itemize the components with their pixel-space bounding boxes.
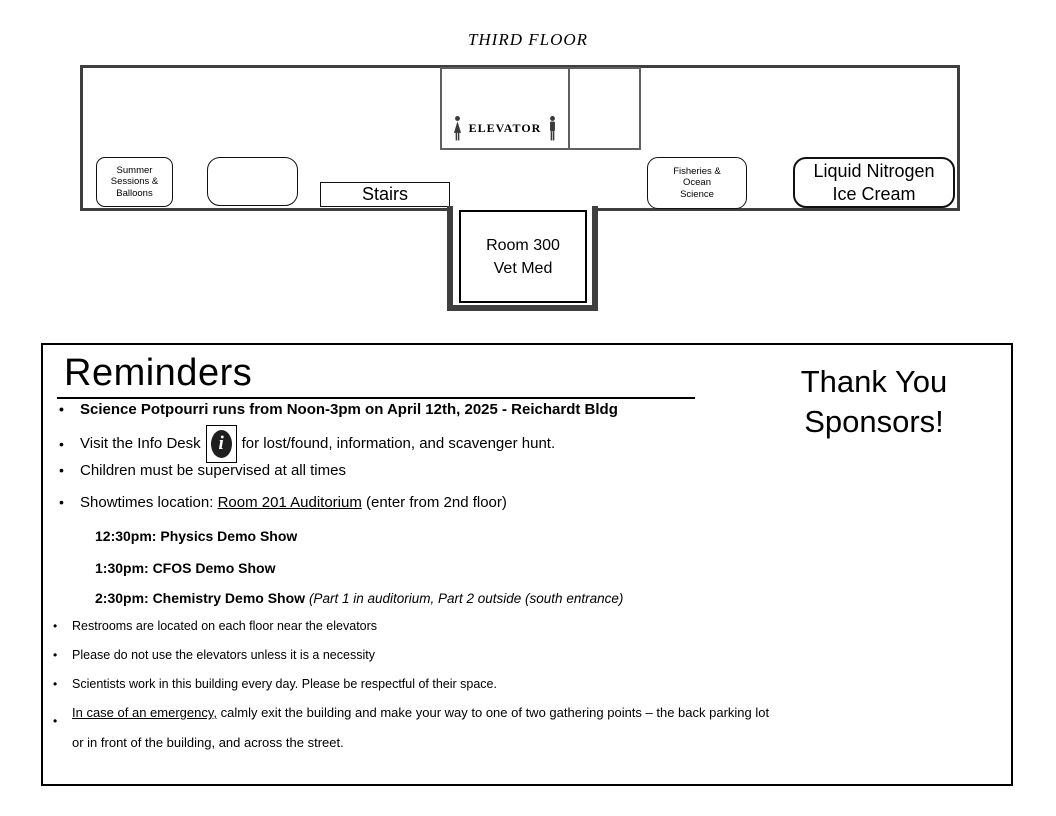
reminder-text: (enter from 2nd floor)	[361, 494, 507, 511]
showtime-bold: 12:30pm: Physics Demo Show	[95, 528, 298, 544]
reminder-text: calmly exit the building and make your way to one of two gathering points – the back parking lot or in front of the building, and across the street.	[72, 705, 770, 750]
showtime-physics	[95, 528, 297, 544]
sponsors-thank-you	[768, 362, 980, 442]
reminder-elevator-use	[53, 648, 375, 662]
floor-title: THIRD FLOOR	[467, 30, 589, 49]
reminder-children-supervised	[56, 462, 346, 479]
reminder-science-potpourri	[56, 401, 618, 418]
reminder-text: for lost/found, information, and scavenger hunt.	[241, 435, 556, 452]
reminder-info-desk	[56, 423, 555, 464]
room-label-line: Room 300	[486, 236, 560, 254]
sponsors-line: Sponsors!	[804, 404, 944, 439]
reminder-text: Scientists work in this building every day. Please be respectful of their space.	[72, 677, 497, 691]
reminder-text: Science Potpourri runs from Noon-3pm on April 12th, 2025 - Reichardt Bldg	[80, 401, 618, 418]
info-icon-oval	[211, 430, 232, 458]
room-label-line: Vet Med	[493, 259, 553, 277]
room-300-vet-med	[459, 210, 587, 303]
room-fisheries-ocean-science	[647, 157, 747, 209]
info-icon-glyph: i	[218, 433, 224, 454]
reminder-text: Children must be supervised at all times	[80, 462, 346, 479]
showtime-cfos	[95, 560, 275, 576]
man-icon	[546, 115, 559, 142]
elevator-label: ELEVATOR	[468, 120, 542, 135]
showtime-bold: 2:30pm: Chemistry Demo Show	[95, 590, 309, 606]
room-liquid-nitrogen-ice-cream	[793, 157, 955, 208]
reminder-text: Showtimes location:	[80, 494, 218, 511]
woman-icon	[451, 115, 464, 142]
room-unlabeled	[207, 157, 298, 206]
room-label-line: Ice Cream	[832, 183, 916, 204]
elevator-sign	[442, 111, 568, 145]
reminder-restrooms	[53, 619, 377, 633]
reminders-heading-underline	[57, 397, 695, 399]
room-summer-sessions-balloons	[96, 157, 173, 207]
reminder-text: • Visit the Info Desk	[80, 435, 201, 452]
reminder-text: Restrooms are located on each floor near the elevators	[72, 619, 378, 633]
reminders-heading: Reminders	[64, 352, 253, 394]
room-201-auditorium-text: Room 201 Auditorium	[217, 494, 362, 511]
reminder-scientists	[53, 677, 497, 691]
room-label-line: Fisheries &	[673, 165, 721, 177]
reminder-text: Please do not use the elevators unless it is a necessity	[72, 648, 375, 662]
sponsors-line: Thank You	[800, 364, 948, 399]
room-label-line: Sessions &	[110, 176, 159, 188]
room-label-line: Summer	[116, 164, 153, 176]
reminder-showtimes-location	[56, 494, 507, 511]
elevator-room	[440, 67, 641, 150]
room-label-line: Ocean	[683, 177, 711, 189]
room-label-line: Stairs	[361, 184, 408, 204]
room-label-line: Liquid Nitrogen	[813, 160, 935, 181]
room-label-line: Science	[680, 188, 714, 200]
room-stairs	[320, 182, 450, 207]
info-icon	[206, 425, 237, 463]
reminder-emergency	[53, 698, 772, 758]
showtime-bold: 1:30pm: CFOS Demo Show	[95, 560, 276, 576]
room-label-line: Balloons	[116, 187, 153, 199]
elevator-room-divider	[568, 69, 570, 148]
emergency-underlined-text: In case of an emergency,	[72, 705, 218, 720]
showtime-chemistry	[95, 590, 623, 606]
showtime-note: (Part 1 in auditorium, Part 2 outside (south entrance)	[308, 591, 624, 606]
